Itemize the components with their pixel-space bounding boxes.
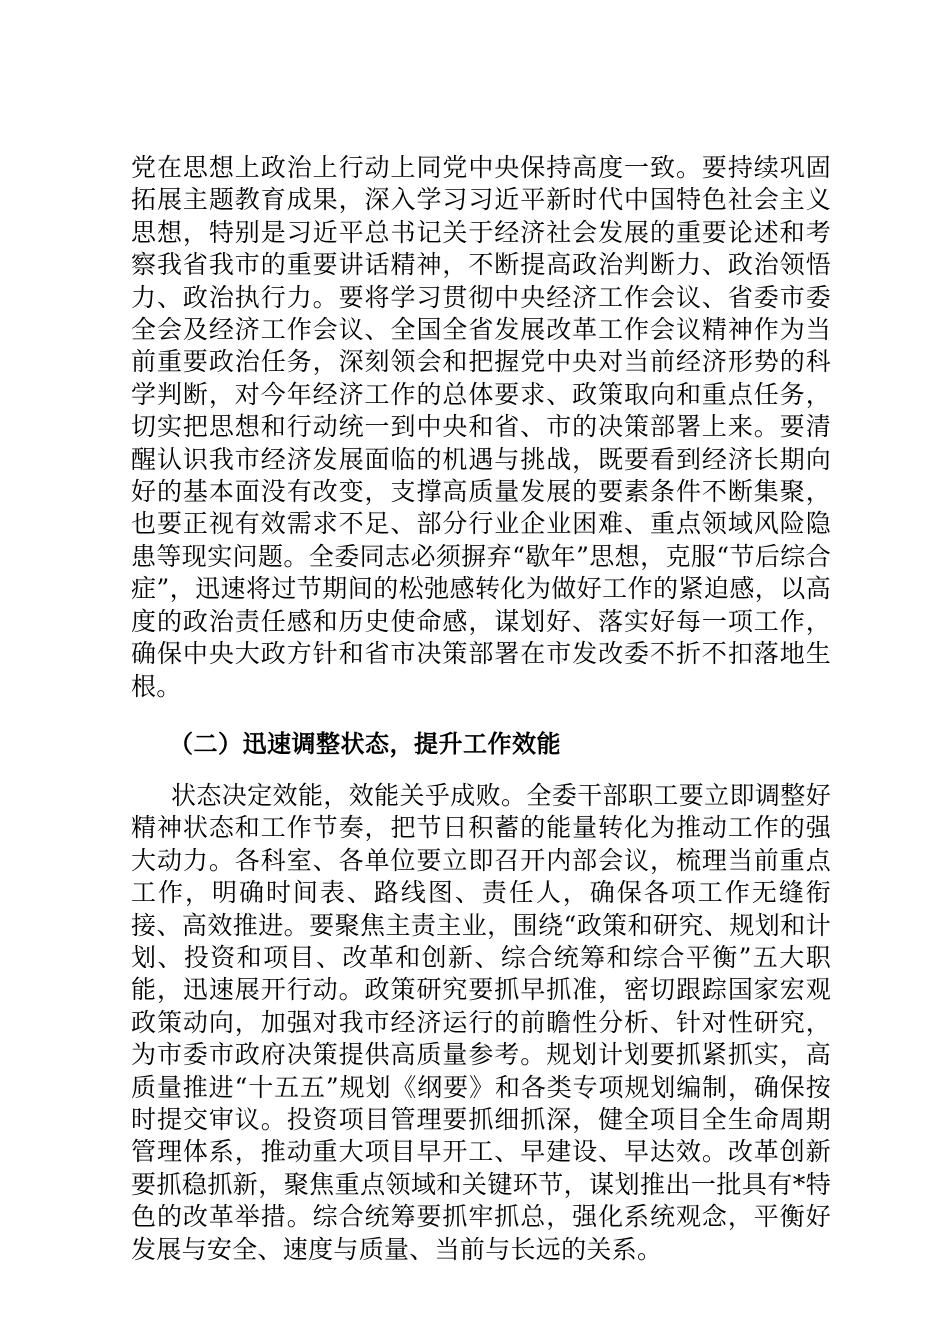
body-paragraph: 党在思想上政治上行动上同党中央保持高度一致。要持续巩固拓展主题教育成果，深入学习习近平新时代中国特色社会主义思想，特别是习近平总书记关于经济社会发展的重要论述和考察我省我市的重要讲话精神，不断提高政治判断力、政治领悟力、政治执行力。要将学习贯彻中央经济工作会议、省委市委全会及经济工作会议、全国全省发展改革工作会议精神作为当前重要政治任务，深刻领会和把握党中央对当前经济形势的科学判断，对今年经济工作的总体要求、政策取向和重点任务，切实把思想和行动统一到中央和省、市的决策部署上来。要清醒认识我市经济发展面临的机遇与挑战，既要看到经济长期向好的基本面没有改变，支撑高质量发展的要素条件不断集聚，也要正视有效需求不足、部分行业企业困难、重点领域风险隐患等现实问题。全委同志必须摒弃“歇年”思想，克服“节后综合症”，迅速将过节期间的松弛感转化为做好工作的紧迫感，以高度的政治责任感和历史使命感，谋划好、落实好每一项工作，确保中央大政方针和省市决策部署在市发改委不折不扣落地生根。 (131, 153, 831, 701)
body-paragraph: 状态决定效能，效能关乎成败。全委干部职工要立即调整好精神状态和工作节奏，把节日积蓄的能量转化为推动工作的强大动力。各科室、各单位要立即召开内部会议，梳理当前重点工作，明确时间表、路线图、责任人，确保各项工作无缝衔接、高效推进。要聚焦主责主业，围绕“政策和研究、规划和计划、投资和项目、改革和创新、综合统筹和综合平衡”五大职能，迅速展开行动。政策研究要抓早抓准，密切跟踪国家宏观政策动向，加强对我市经济运行的前瞻性分析、针对性研究，为市委市政府决策提供高质量参考。规划计划要抓紧抓实，高质量推进“十五五”规划《纲要》和各类专项规划编制，确保按时提交审议。投资项目管理要抓细抓深，健全项目全生命周期管理体系，推动重大项目早开工、早建设、早达效。改革创新要抓稳抓新，聚焦重点领域和关键环节，谋划推出一批具有*特色的改革举措。综合统筹要抓牢抓总，强化系统观念，平衡好发展与安全、速度与质量、当前与长远的关系。 (131, 780, 831, 1264)
section-heading: （二）迅速调整状态，提升工作效能 (169, 729, 561, 758)
document-body (131, 152, 831, 1266)
